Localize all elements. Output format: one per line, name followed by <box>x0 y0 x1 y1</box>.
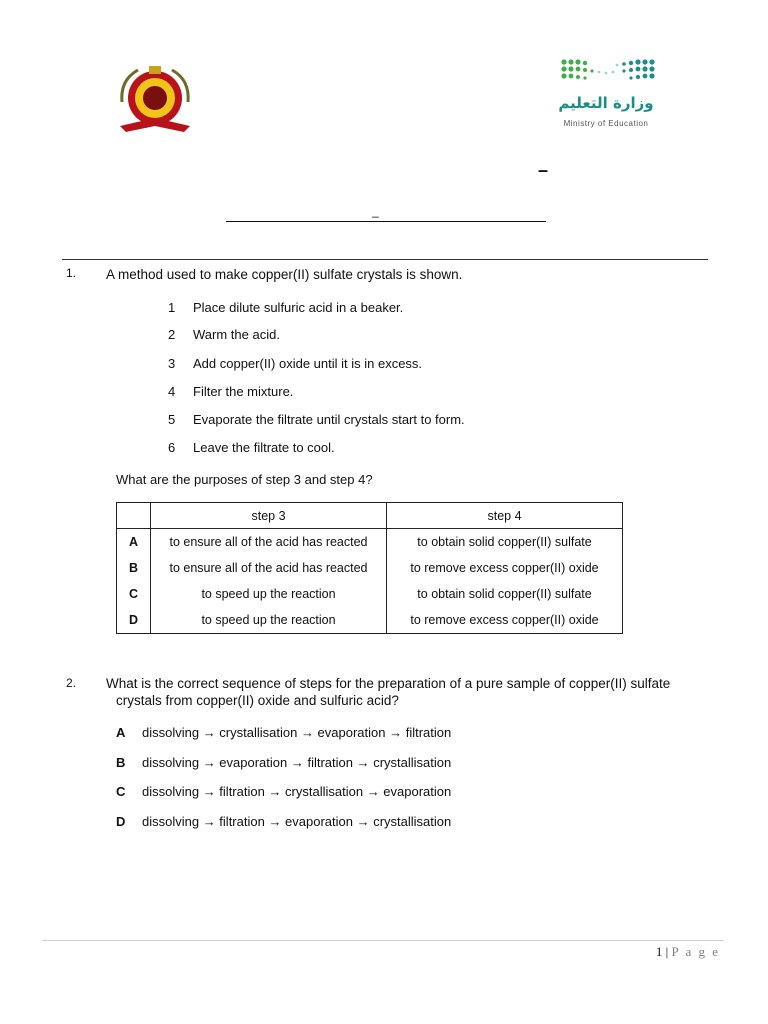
q1-step-text: Evaporate the filtrate until crystals start to form. <box>193 412 465 427</box>
page-label: P a g e <box>671 944 720 959</box>
step4-cell: to remove excess copper(II) oxide <box>387 555 623 581</box>
option-letter: C <box>116 784 126 799</box>
q2-option <box>116 814 451 829</box>
q2-option <box>116 725 451 740</box>
q1-step-number: 2 <box>168 327 176 342</box>
title-underline <box>226 221 546 222</box>
option-letter: B <box>116 755 126 770</box>
option-text: dissolving → crystallisation → evaporation → filtration <box>142 725 452 740</box>
option-text: dissolving → filtration → evaporation → crystallisation <box>142 814 452 829</box>
page-footer <box>600 944 720 960</box>
q1-step-text: Warm the acid. <box>193 327 280 342</box>
q1-step <box>168 384 293 399</box>
q1-options-table <box>116 502 623 634</box>
question-1-number: 1. <box>66 266 77 280</box>
q1-step-number: 6 <box>168 440 176 455</box>
q1-step <box>168 440 335 455</box>
option-letter: A <box>116 725 126 740</box>
table-row <box>117 555 623 581</box>
header-divider <box>62 259 708 260</box>
question-2-stem-line1: What is the correct sequence of steps for the preparation of a pure sample of copper(II) sulfate <box>106 676 671 691</box>
page-separator: | <box>665 944 669 959</box>
q1-step-number: 1 <box>168 300 176 315</box>
option-letter: D <box>117 607 151 634</box>
table-header-row <box>117 503 623 529</box>
q2-option <box>116 784 451 799</box>
q2-option <box>116 755 451 770</box>
school-crest-logo <box>114 62 196 140</box>
q1-step <box>168 327 280 342</box>
question-2-stem-line2: crystals from copper(II) oxide and sulfuric acid? <box>116 693 399 708</box>
step3-cell: to speed up the reaction <box>151 607 387 634</box>
q1-step <box>168 300 403 315</box>
step3-cell: to speed up the reaction <box>151 581 387 607</box>
step3-cell: to ensure all of the acid has reacted <box>151 555 387 581</box>
step4-cell: to obtain solid copper(II) sulfate <box>387 581 623 607</box>
option-letter: D <box>116 814 126 829</box>
footer-divider <box>42 940 724 941</box>
q1-step-text: Add copper(II) oxide until it is in excess. <box>193 356 423 371</box>
question-1-prompt: What are the purposes of step 3 and step 4? <box>116 472 373 487</box>
table-header-cell <box>117 503 151 529</box>
ministry-of-education-logo <box>556 56 660 132</box>
title-dash-mark: _ <box>372 204 379 218</box>
q1-step-text: Filter the mixture. <box>193 384 294 399</box>
table-row <box>117 607 623 634</box>
option-letter: B <box>117 555 151 581</box>
q1-step-text: Leave the filtrate to cool. <box>193 440 335 455</box>
ministry-name-english: Ministry of Education <box>563 119 649 128</box>
step3-cell: to ensure all of the acid has reacted <box>151 529 387 556</box>
table-header-cell: step 4 <box>387 503 623 529</box>
header-dash-mark: – <box>538 160 549 180</box>
ministry-dots-emblem <box>556 56 660 90</box>
question-2-number: 2. <box>66 676 77 690</box>
q1-step-text: Place dilute sulfuric acid in a beaker. <box>193 300 404 315</box>
table-header-cell: step 3 <box>151 503 387 529</box>
page-number: 1 <box>655 944 663 959</box>
q1-step <box>168 412 465 427</box>
q1-step <box>168 356 422 371</box>
table-row <box>117 529 623 556</box>
q1-step-number: 3 <box>168 356 176 371</box>
option-letter: A <box>117 529 151 556</box>
question-1-stem: A method used to make copper(II) sulfate crystals is shown. <box>106 267 463 282</box>
option-text: dissolving → filtration → crystallisation → evaporation <box>142 784 452 799</box>
q1-step-number: 5 <box>168 412 176 427</box>
ministry-name-arabic: وزارة التعليم <box>558 94 654 112</box>
step4-cell: to remove excess copper(II) oxide <box>387 607 623 634</box>
option-letter: C <box>117 581 151 607</box>
q1-step-number: 4 <box>168 384 176 399</box>
step4-cell: to obtain solid copper(II) sulfate <box>387 529 623 556</box>
option-text: dissolving → evaporation → filtration → crystallisation <box>142 755 452 770</box>
table-row <box>117 581 623 607</box>
